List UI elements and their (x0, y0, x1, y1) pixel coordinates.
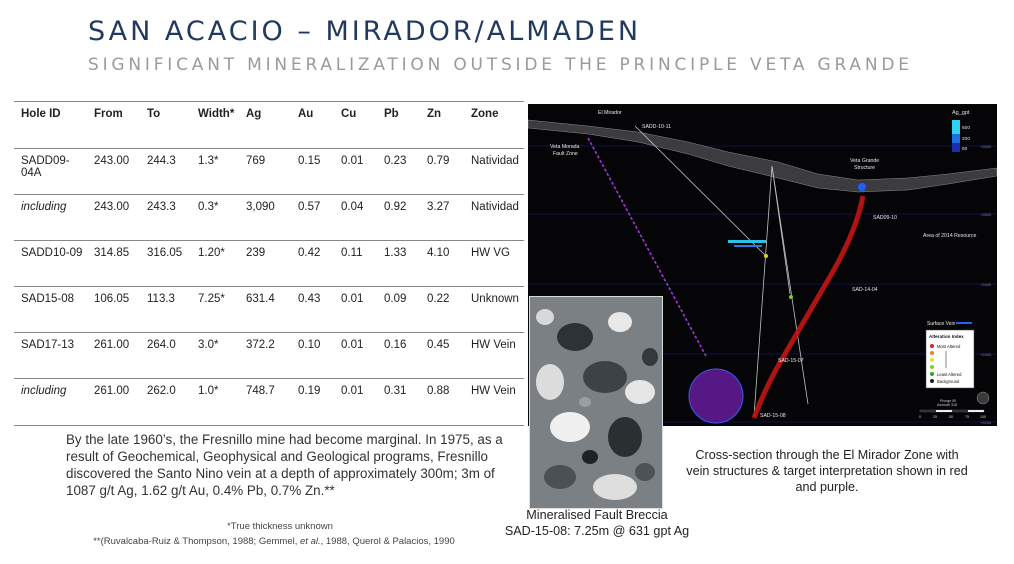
label-veta-morada-2: Fault Zone (553, 151, 578, 157)
label-veta-grande-1: Veta Grande (850, 158, 880, 164)
breccia-core-photo (529, 296, 663, 509)
cell-to: 262.0 (140, 379, 191, 425)
surface-vein-label: Surface Vein (927, 321, 956, 327)
cell-hole-id: SADD09-04A (21, 155, 70, 179)
page-title: SAN ACACIO – MIRADOR/ALMADEN (88, 16, 642, 47)
scale-value: 25 (933, 415, 937, 419)
alteration-legend (926, 330, 974, 388)
cell-au: 0.57 (291, 195, 334, 241)
col-header-cu: Cu (334, 102, 377, 149)
cell-au: 0.42 (291, 241, 334, 287)
page-subtitle: SIGNIFICANT MINERALIZATION OUTSIDE THE PRINCIPLE VETA GRANDE (88, 55, 913, 75)
table-row (14, 379, 524, 425)
cross-section-caption: Cross-section through the El Mirador Zone with vein structures & target interpretation shown in red and purple. (686, 448, 968, 494)
label-el-mirador: El Mirador (598, 110, 622, 116)
cell-au: 0.10 (291, 333, 334, 379)
cell-zn: 0.22 (420, 287, 464, 333)
true-thickness-footnote: *True thickness unknown (227, 521, 333, 532)
cell-from: 314.85 (87, 241, 140, 287)
cell-cu: 0.01 (334, 287, 377, 333)
cell-hole-id: including (14, 379, 87, 425)
cell-pb: 1.33 (377, 241, 420, 287)
col-header-zone: Zone (464, 102, 524, 149)
col-header-zn: Zn (420, 102, 464, 149)
cell-zone: HW VG (464, 241, 524, 287)
elevation-label: +2600 (980, 144, 992, 149)
cell-zone: HW Vein (464, 379, 524, 425)
ag-legend-title: Ag_gpt (952, 110, 970, 116)
cell-zone: HW Vein (464, 333, 524, 379)
cell-to: 113.3 (140, 287, 191, 333)
alteration-least: Least Altered (937, 372, 962, 377)
cell-width: 0.3* (191, 195, 239, 241)
references-text-end: , 1988, Querol & Palacios, 1990 (320, 536, 455, 547)
col-header-pb: Pb (377, 102, 420, 149)
scale-bar (919, 392, 989, 419)
cell-zone: Unknown (464, 287, 524, 333)
cell-width: 3.0* (191, 333, 239, 379)
cell-cu: 0.04 (334, 195, 377, 241)
compass-icon (977, 392, 989, 404)
cell-ag: 631.4 (239, 287, 291, 333)
label-sad09-10: SAD09-10 (873, 215, 897, 221)
plunge-text: Plunge 00 (940, 399, 957, 403)
scale-value: 100 (980, 415, 986, 419)
references-footnote (66, 536, 482, 547)
red-vein-structure (754, 196, 863, 418)
photo-caption (497, 507, 697, 539)
cell-to: 244.3 (147, 155, 176, 167)
label-sad-14-04: SAD-14-04 (852, 287, 878, 293)
cell-zn: 0.88 (420, 379, 464, 425)
table-row (14, 287, 524, 333)
label-sadd-10-11: SADD-10-11 (642, 124, 672, 130)
label-veta-morada-1: Veta Morada (550, 144, 580, 150)
cell-to: 264.0 (140, 333, 191, 379)
scale-value: 0 (919, 415, 921, 419)
table-header-row (14, 102, 524, 149)
azimuth-text: Azimuth 318 (937, 403, 957, 407)
table-row (14, 241, 524, 287)
table-row (14, 333, 524, 379)
references-text: **(Ruvalcaba-Ruiz & Thompson, 1988; Gemmel, (93, 536, 301, 547)
scale-value: 50 (949, 415, 953, 419)
cell-width: 1.3* (198, 155, 219, 167)
cell-hole-id: SADD10-09 (14, 241, 87, 287)
cell-zn: 3.27 (420, 195, 464, 241)
cell-pb: 0.23 (384, 155, 407, 167)
col-header-from: From (87, 102, 140, 149)
cell-from: 261.00 (87, 333, 140, 379)
cell-cu: 0.11 (334, 241, 377, 287)
ag-legend (952, 110, 970, 152)
cell-zone: Natividad (464, 195, 524, 241)
cell-hole-id: including (14, 195, 87, 241)
cell-au: 0.43 (291, 287, 334, 333)
scale-value: 75 (965, 415, 969, 419)
cell-au: 0.19 (291, 379, 334, 425)
cell-au: 0.15 (298, 155, 321, 167)
cell-zn: 4.10 (420, 241, 464, 287)
elevation-label: +2300 (980, 352, 992, 357)
cell-cu: 0.01 (341, 155, 364, 167)
cell-width: 1.20* (191, 241, 239, 287)
cell-ag: 3,090 (239, 195, 291, 241)
ag-legend-value: 200 (962, 137, 971, 142)
cell-to: 243.3 (140, 195, 191, 241)
alteration-most: Most Altered (937, 344, 961, 349)
table-row (14, 195, 524, 241)
references-et-al: et al. (300, 536, 321, 547)
ag-legend-value: 60 (962, 147, 968, 152)
elevation-label: +2500 (980, 212, 992, 217)
cell-from: 261.00 (87, 379, 140, 425)
photo-caption-line1: Mineralised Fault Breccia (526, 508, 668, 522)
label-area-2014: Area of 2014 Resource (923, 233, 977, 239)
cell-ag: 748.7 (239, 379, 291, 425)
col-header-width: Width* (191, 102, 239, 149)
cell-ag: 769 (246, 155, 266, 167)
cell-zn: 0.79 (427, 155, 450, 167)
table-row (14, 149, 524, 195)
cell-from: 243.00 (87, 195, 140, 241)
cell-pb: 0.31 (377, 379, 420, 425)
cell-cu: 0.01 (334, 333, 377, 379)
elevation-label: +2400 (980, 282, 992, 287)
photo-caption-line2: SAD-15-08: 7.25m @ 631 gpt Ag (504, 524, 690, 538)
col-header-hole-id: Hole ID (14, 102, 87, 149)
cell-hole-id: SAD15-08 (14, 287, 87, 333)
assay-markers (728, 183, 866, 299)
label-sad-15-08: SAD-15-08 (760, 413, 786, 419)
ag-legend-value: 600 (962, 126, 971, 131)
cell-ag: 239 (239, 241, 291, 287)
cell-from: 106.05 (87, 287, 140, 333)
history-paragraph: By the late 1960’s, the Fresnillo mine had become marginal. In 1975, as a result of Geochemical, Geophysical and Geological programs, Fresnillo discovered the Santo Nino vein at a depth of approximately 300m; 3m of 1087 g/t Ag, 1.62 g/t Au, 0.4% Pb, 0.7% Zn.** (66, 432, 503, 498)
alteration-title: Alteration Index (929, 334, 964, 339)
cell-zn: 0.45 (420, 333, 464, 379)
col-header-ag: Ag (239, 102, 291, 149)
col-header-to: To (140, 102, 191, 149)
label-sad-15-07: SAD-15-07 (778, 358, 804, 364)
label-veta-grande-2: Structure (854, 165, 876, 171)
cell-pb: 0.09 (377, 287, 420, 333)
cell-pb: 0.16 (377, 333, 420, 379)
cell-zone: Natividad (471, 155, 519, 167)
cell-to: 316.05 (140, 241, 191, 287)
purple-target-zone (689, 369, 743, 423)
cell-from: 243.00 (94, 155, 130, 167)
cell-width: 7.25* (191, 287, 239, 333)
cell-ag: 372.2 (239, 333, 291, 379)
cell-cu: 0.01 (334, 379, 377, 425)
drill-results-table (14, 101, 524, 426)
elevation-label: +2200 (980, 420, 992, 425)
cell-pb: 0.92 (377, 195, 420, 241)
col-header-au: Au (291, 102, 334, 149)
cell-width: 1.0* (191, 379, 239, 425)
cell-hole-id: SAD17-13 (14, 333, 87, 379)
alteration-background: Background (937, 379, 960, 384)
